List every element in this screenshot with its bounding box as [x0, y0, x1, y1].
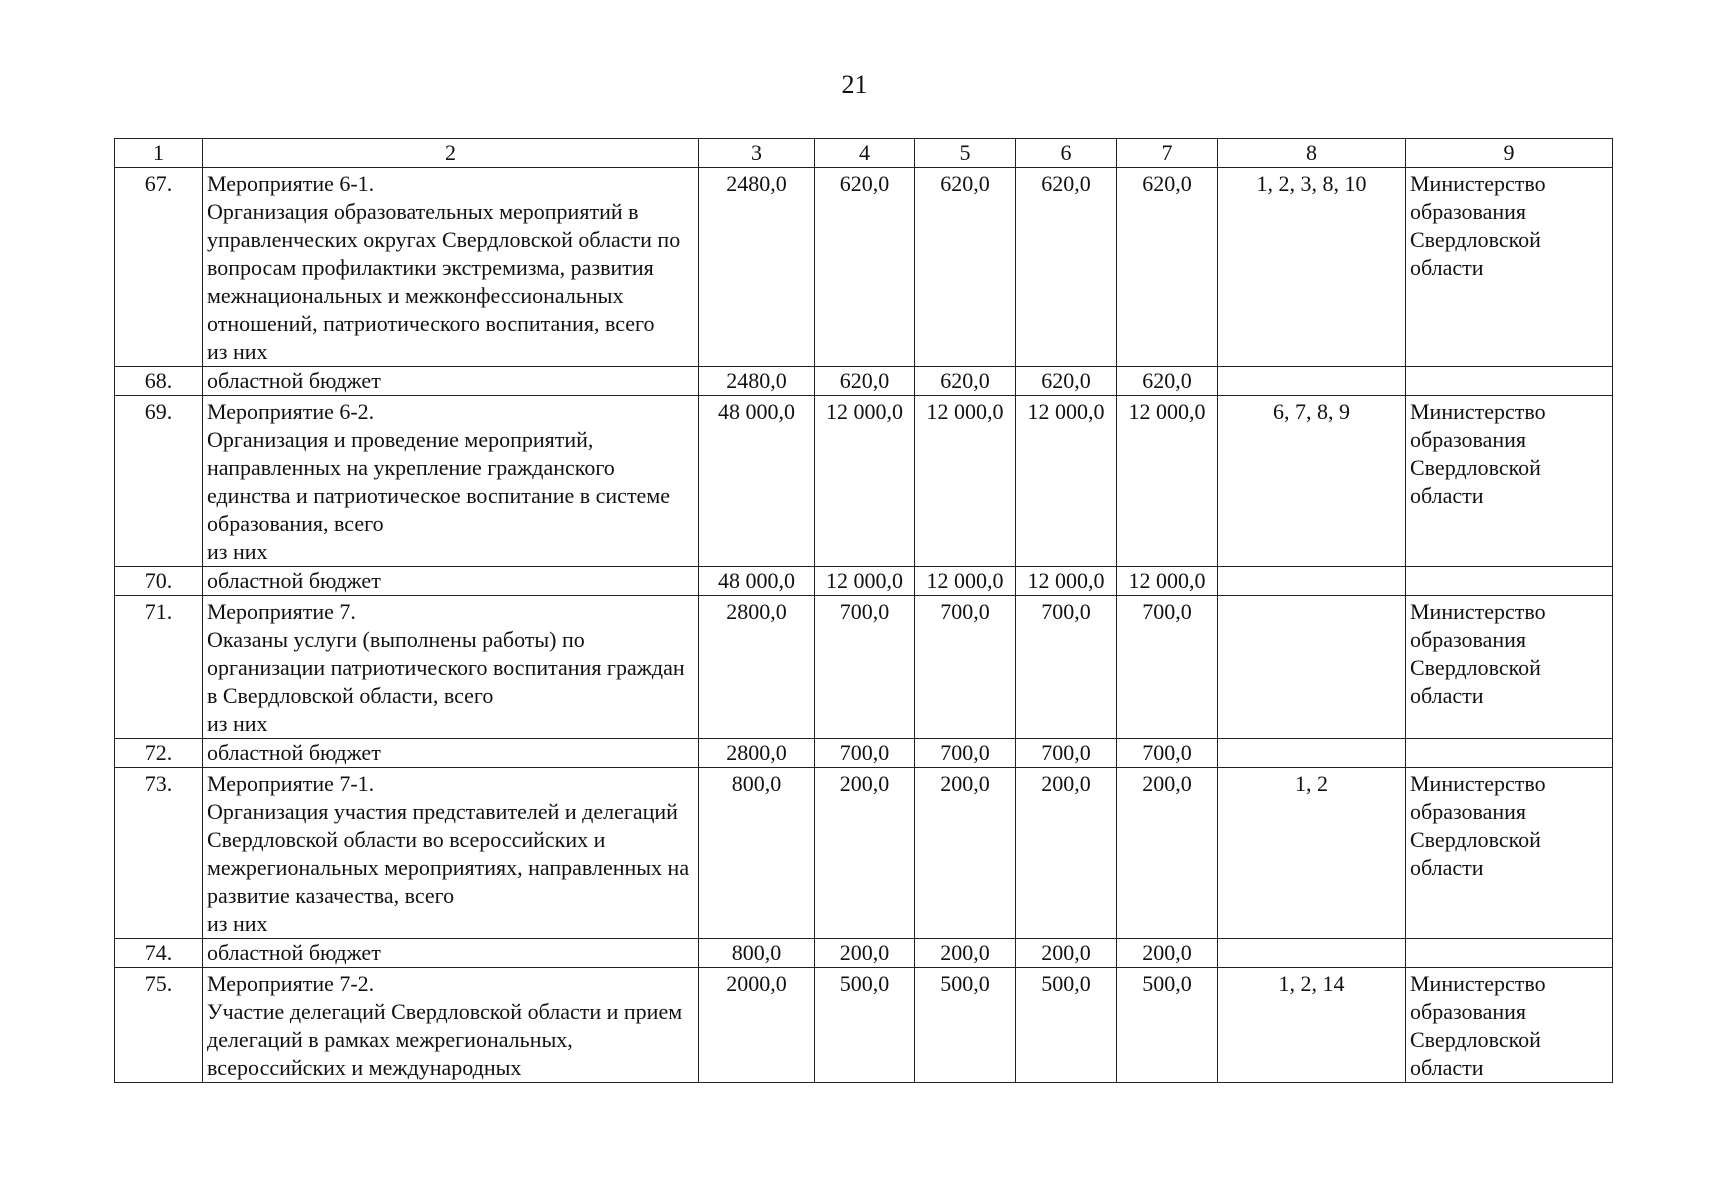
year-value: 500,0 — [915, 968, 1016, 1083]
year-value: 620,0 — [1016, 168, 1117, 367]
target-indicators — [1218, 939, 1406, 968]
column-header: 2 — [203, 139, 699, 168]
responsible-executor — [1406, 739, 1613, 768]
target-indicators: 1, 2, 14 — [1218, 968, 1406, 1083]
year-value: 500,0 — [1117, 968, 1218, 1083]
total-value: 2800,0 — [699, 596, 815, 739]
row-number: 73. — [115, 768, 203, 939]
year-value: 620,0 — [1117, 367, 1218, 396]
row-number: 74. — [115, 939, 203, 968]
total-value: 48 000,0 — [699, 567, 815, 596]
year-value: 200,0 — [1117, 939, 1218, 968]
year-value: 500,0 — [1016, 968, 1117, 1083]
year-value: 200,0 — [1016, 939, 1117, 968]
year-value: 200,0 — [1117, 768, 1218, 939]
total-value: 2480,0 — [699, 367, 815, 396]
responsible-executor — [1406, 367, 1613, 396]
total-value: 2480,0 — [699, 168, 815, 367]
year-value: 12 000,0 — [915, 567, 1016, 596]
row-description: областной бюджет — [203, 367, 699, 396]
year-value: 200,0 — [815, 939, 915, 968]
year-value: 620,0 — [915, 168, 1016, 367]
table-row — [115, 768, 1613, 939]
target-indicators: 6, 7, 8, 9 — [1218, 396, 1406, 567]
row-number: 72. — [115, 739, 203, 768]
year-value: 620,0 — [815, 367, 915, 396]
target-indicators — [1218, 739, 1406, 768]
year-value: 12 000,0 — [1016, 396, 1117, 567]
year-value: 620,0 — [915, 367, 1016, 396]
row-description: Мероприятие 7. Оказаны услуги (выполнены работы) по организации патриотического воспитания граждан в Свердловской области, всего из них — [203, 596, 699, 739]
row-description: Мероприятие 6-1. Организация образовательных мероприятий в управленческих округах Свердловской области по вопросам профилактики экстремизма, развития межнациональных и межконфессиональных отношений, патриотического воспитания, всего из них — [203, 168, 699, 367]
row-number: 67. — [115, 168, 203, 367]
column-header: 7 — [1117, 139, 1218, 168]
responsible-executor: Министерство образования Свердловской области — [1406, 968, 1613, 1083]
table-row — [115, 939, 1613, 968]
total-value: 800,0 — [699, 768, 815, 939]
row-description: областной бюджет — [203, 939, 699, 968]
year-value: 200,0 — [915, 939, 1016, 968]
year-value: 12 000,0 — [1117, 567, 1218, 596]
target-indicators — [1218, 596, 1406, 739]
row-number: 68. — [115, 367, 203, 396]
year-value: 700,0 — [815, 739, 915, 768]
row-number: 75. — [115, 968, 203, 1083]
target-indicators: 1, 2 — [1218, 768, 1406, 939]
row-description: областной бюджет — [203, 739, 699, 768]
table-row — [115, 739, 1613, 768]
row-number: 71. — [115, 596, 203, 739]
row-description: Мероприятие 7-2. Участие делегаций Свердловской области и прием делегаций в рамках межрегиональных, всероссийских и международных — [203, 968, 699, 1083]
row-number: 69. — [115, 396, 203, 567]
year-value: 700,0 — [1016, 739, 1117, 768]
total-value: 2800,0 — [699, 739, 815, 768]
table-row — [115, 168, 1613, 367]
year-value: 12 000,0 — [815, 567, 915, 596]
row-description: Мероприятие 6-2. Организация и проведение мероприятий, направленных на укрепление гражданского единства и патриотическое воспитание в системе образования, всего из них — [203, 396, 699, 567]
responsible-executor — [1406, 939, 1613, 968]
year-value: 700,0 — [1117, 596, 1218, 739]
responsible-executor: Министерство образования Свердловской области — [1406, 396, 1613, 567]
year-value: 12 000,0 — [915, 396, 1016, 567]
column-header: 6 — [1016, 139, 1117, 168]
target-indicators: 1, 2, 3, 8, 10 — [1218, 168, 1406, 367]
year-value: 200,0 — [815, 768, 915, 939]
total-value: 2000,0 — [699, 968, 815, 1083]
year-value: 700,0 — [915, 596, 1016, 739]
year-value: 12 000,0 — [1016, 567, 1117, 596]
column-header: 3 — [699, 139, 815, 168]
year-value: 500,0 — [815, 968, 915, 1083]
column-header: 4 — [815, 139, 915, 168]
budget-table — [114, 138, 1613, 1083]
table-header-row — [115, 139, 1613, 168]
total-value: 800,0 — [699, 939, 815, 968]
year-value: 12 000,0 — [1117, 396, 1218, 567]
responsible-executor: Министерство образования Свердловской области — [1406, 168, 1613, 367]
column-header: 5 — [915, 139, 1016, 168]
page-number: 21 — [841, 70, 868, 99]
column-header: 9 — [1406, 139, 1613, 168]
year-value: 200,0 — [1016, 768, 1117, 939]
table-row — [115, 596, 1613, 739]
responsible-executor: Министерство образования Свердловской области — [1406, 596, 1613, 739]
year-value: 700,0 — [1016, 596, 1117, 739]
column-header: 8 — [1218, 139, 1406, 168]
target-indicators — [1218, 367, 1406, 396]
total-value: 48 000,0 — [699, 396, 815, 567]
year-value: 620,0 — [815, 168, 915, 367]
table-row — [115, 396, 1613, 567]
year-value: 700,0 — [815, 596, 915, 739]
row-description: Мероприятие 7-1. Организация участия представителей и делегаций Свердловской области во всероссийских и межрегиональных мероприятиях, направленных на развитие казачества, всего из них — [203, 768, 699, 939]
target-indicators — [1218, 567, 1406, 596]
responsible-executor — [1406, 567, 1613, 596]
year-value: 620,0 — [1016, 367, 1117, 396]
responsible-executor: Министерство образования Свердловской области — [1406, 768, 1613, 939]
year-value: 12 000,0 — [815, 396, 915, 567]
row-description: областной бюджет — [203, 567, 699, 596]
year-value: 620,0 — [1117, 168, 1218, 367]
year-value: 700,0 — [915, 739, 1016, 768]
table-row — [115, 367, 1613, 396]
year-value: 200,0 — [915, 768, 1016, 939]
column-header: 1 — [115, 139, 203, 168]
year-value: 700,0 — [1117, 739, 1218, 768]
row-number: 70. — [115, 567, 203, 596]
table-row — [115, 968, 1613, 1083]
table-row — [115, 567, 1613, 596]
